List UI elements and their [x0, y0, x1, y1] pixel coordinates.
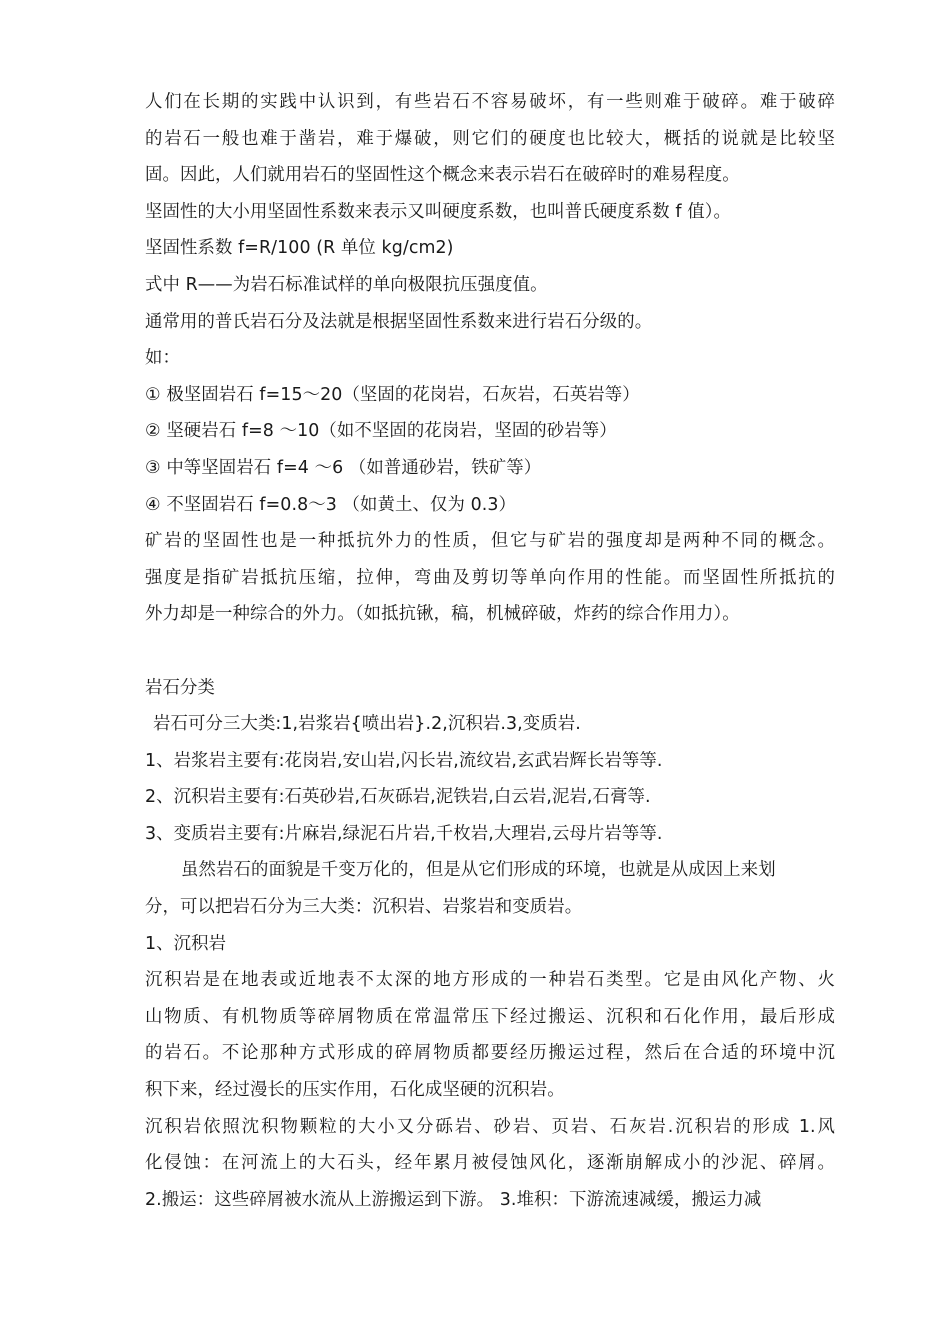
- paragraph-line: 通常用的普氏岩石分及法就是根据坚固性系数来进行岩石分级的。: [145, 311, 653, 332]
- list-item: ③ 中等坚固岩石 f=4 ～6 （如普通砂岩，铁矿等）: [145, 457, 542, 478]
- paragraph-line: 岩石可分三大类:1,岩浆岩{喷出岩}.2,沉积岩.3,变质岩.: [153, 714, 581, 735]
- paragraph-line: 坚固性的大小用坚固性系数来表示又叫硬度系数，也叫普氏硬度系数 f 值）。: [145, 201, 731, 222]
- paragraph-line: 积下来，经过漫长的压实作用，石化成坚硬的沉积岩。: [145, 1080, 565, 1101]
- paragraph-line: 的岩石一般也难于凿岩，难于爆破，则它们的硬度也比较大，概括的说就是比较坚: [145, 128, 835, 149]
- paragraph-line: 沉积岩依照沈积物颗粒的大小又分砾岩、砂岩、页岩、石灰岩.沉积岩的形成 1.风: [145, 1116, 835, 1137]
- paragraph-line: 分，可以把岩石分为三大类：沉积岩、岩浆岩和变质岩。: [145, 897, 583, 918]
- list-item: 1、岩浆岩主要有:花岗岩,安山岩,闪长岩,流纹岩,玄武岩辉长岩等等.: [145, 750, 663, 771]
- formula-line: 坚固性系数 f=R/100 (R 单位 kg/cm2): [145, 238, 454, 259]
- paragraph-line: 矿岩的坚固性也是一种抵抗外力的性质，但它与矿岩的强度却是两种不同的概念。: [145, 531, 835, 552]
- paragraph-line: 如：: [145, 348, 180, 369]
- paragraph-line: 固。因此，人们就用岩石的坚固性这个概念来表示岩石在破碎时的难易程度。: [145, 165, 740, 186]
- paragraph-line: 强度是指矿岩抵抗压缩，拉伸，弯曲及剪切等单向作用的性能。而坚固性所抵抗的: [145, 567, 835, 588]
- paragraph-line: 2.搬运：这些碎屑被水流从上游搬运到下游。 3.堆积：下游流速减缓，搬运力减: [145, 1189, 762, 1210]
- paragraph-line: 化侵蚀：在河流上的大石头，经年累月被侵蚀风化，逐渐崩解成小的沙泥、碎屑。: [145, 1153, 835, 1174]
- paragraph-line: 人们在长期的实践中认识到，有些岩石不容易破坏，有一些则难于破碎。难于破碎: [145, 92, 835, 112]
- list-item: 3、变质岩主要有:片麻岩,绿泥石片岩,千枚岩,大理岩,云母片岩等等.: [145, 823, 663, 844]
- document-body: [145, 84, 835, 1218]
- paragraph-line: 式中 R——为岩石标准试样的单向极限抗压强度值。: [145, 274, 548, 295]
- paragraph-line: 外力却是一种综合的外力。（如抵抗锹，稿，机械碎破，炸药的综合作用力）。: [145, 604, 740, 625]
- subsection-heading: 1、沉积岩: [145, 933, 227, 954]
- paragraph-line: 沉积岩是在地表或近地表不太深的地方形成的一种岩石类型。它是由风化产物、火: [145, 970, 835, 991]
- paragraph-line: 山物质、有机物质等碎屑物质在常温常压下经过搬运、沉积和石化作用，最后形成: [145, 1006, 835, 1027]
- list-item: 2、沉积岩主要有:石英砂岩,石灰砾岩,泥铁岩,白云岩,泥岩,石膏等.: [145, 787, 651, 808]
- list-item: ① 极坚固岩石 f=15～20（坚固的花岗岩，石灰岩，石英岩等）: [145, 384, 640, 405]
- list-item: ④ 不坚固岩石 f=0.8～3 （如黄土、仅为 0.3）: [145, 494, 517, 515]
- blank-line: [145, 633, 835, 670]
- list-item: ② 坚硬岩石 f=8 ～10（如不坚固的花岗岩，坚固的砂岩等）: [145, 421, 617, 442]
- paragraph-line: 的岩石。不论那种方式形成的碎屑物质都要经历搬运过程，然后在合适的环境中沉: [145, 1043, 835, 1064]
- section-heading: 岩石分类: [145, 677, 215, 698]
- paragraph-line: 虽然岩石的面貌是千变万化的，但是从它们形成的环境，也就是从成因上来划: [181, 860, 776, 881]
